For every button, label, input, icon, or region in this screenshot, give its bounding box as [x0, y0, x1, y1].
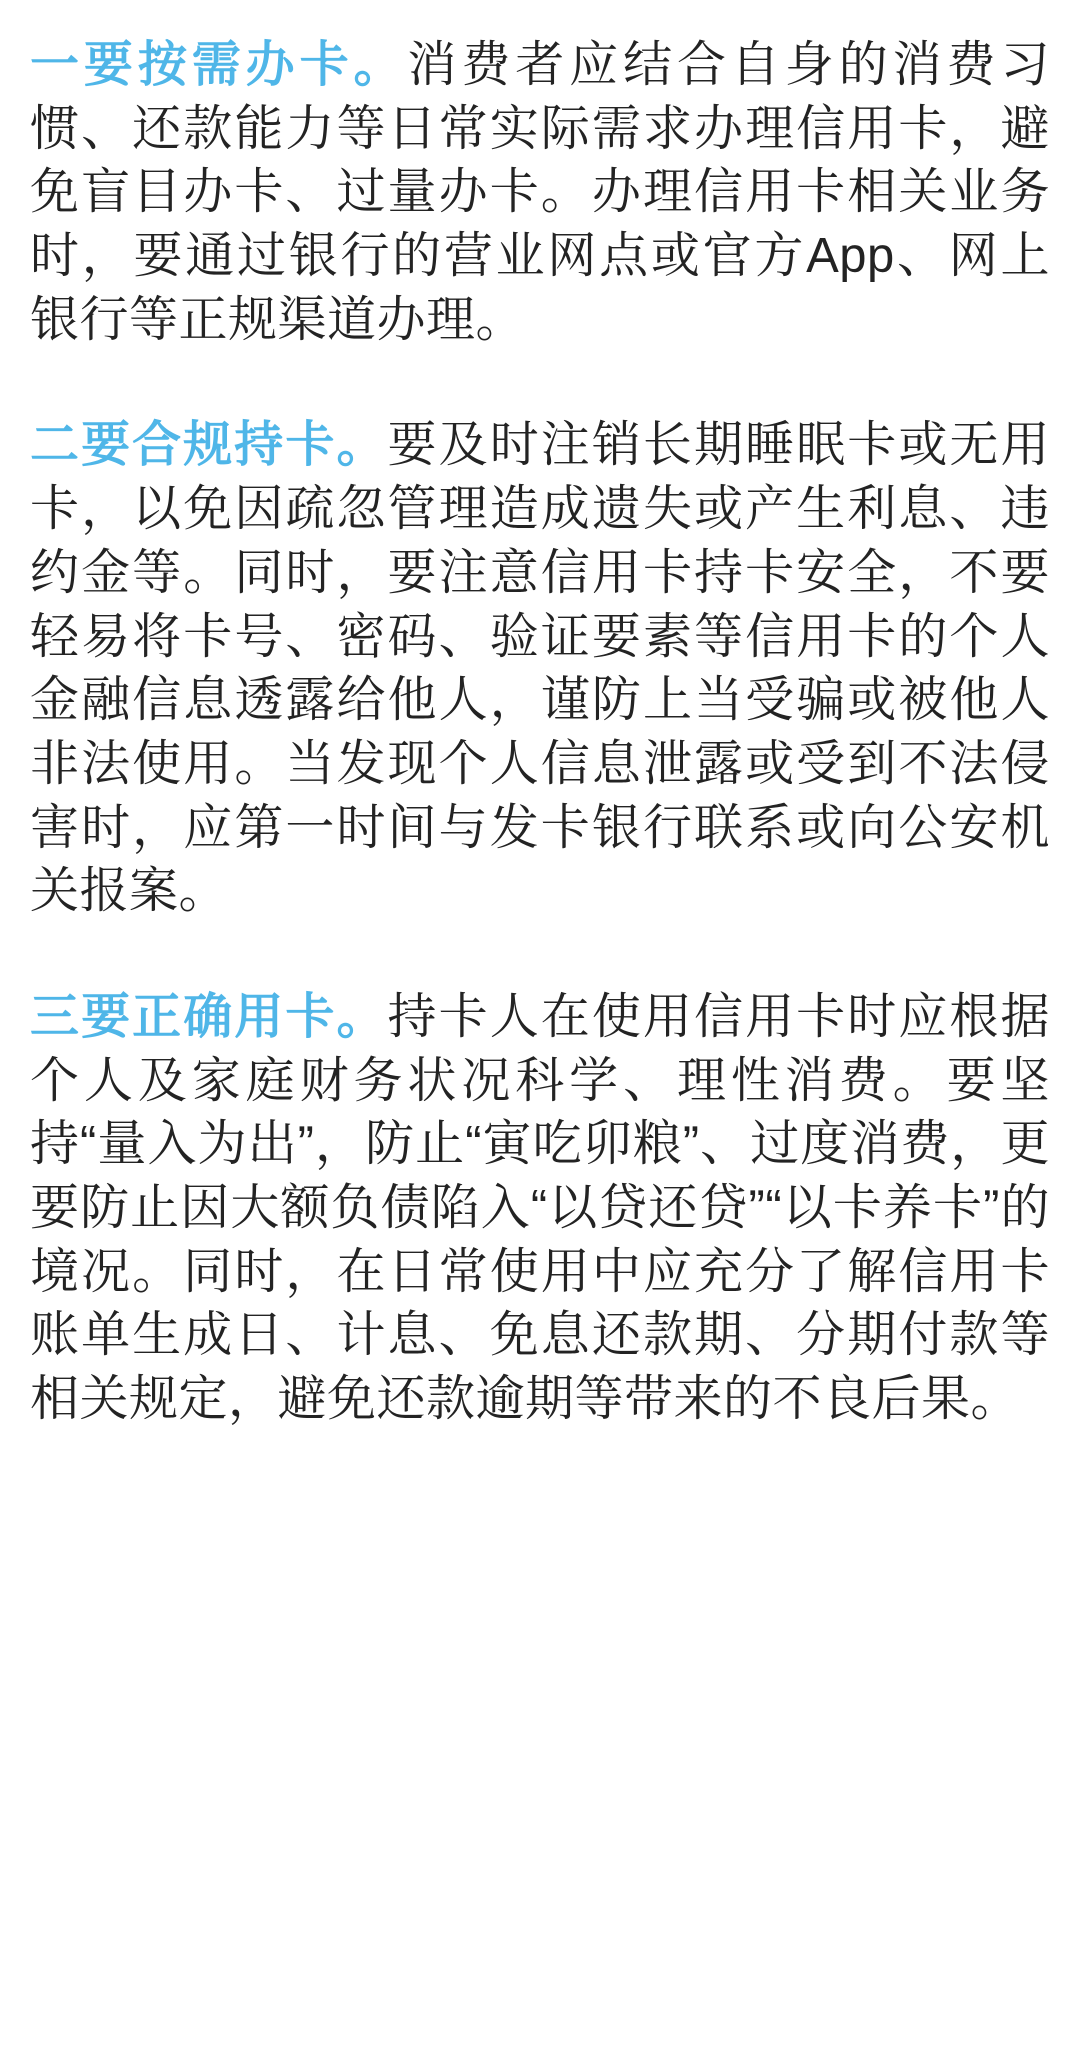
- paragraph-1-text: 消费者应结合自身的消费习惯、还款能力等日常实际需求办理信用卡，避免盲目办卡、过量办卡。办理信用卡相关业务时，要通过银行的营业网点或官方App、网上银行等正规渠道办理。: [30, 38, 1050, 347]
- paragraph-2: [30, 414, 1050, 924]
- paragraph-2-lead: 二要合规持卡。: [30, 418, 388, 473]
- paragraph-1-lead: 一要按需办卡。: [30, 38, 408, 92]
- paragraph-3-text: 持卡人在使用信用卡时应根据个人及家庭财务状况科学、理性消费。要坚持“量入为出”，防止“寅吃卯粮”、过度消费，更要防止因大额负债陷入“以贷还贷”“以卡养卡”的境况。同时，在日常使用中应充分了解信用卡账单生成日、计息、免息还款期、分期付款等相关规定，避免还款逾期等带来的不良后果。: [30, 989, 1050, 1427]
- paragraph-2-text: 要及时注销长期睡眠卡或无用卡，以免因疏忽管理造成遗失或产生利息、违约金等。同时，要注意信用卡持卡安全，不要轻易将卡号、密码、验证要素等信用卡的个人金融信息透露给他人，谨防上当受骗或被他人非法使用。当发现个人信息泄露或受到不法侵害时，应第一时间与发卡银行联系或向公安机关报案。: [30, 418, 1050, 919]
- paragraph-3-lead: 三要正确用卡。: [30, 989, 388, 1044]
- paragraph-1: [30, 34, 1050, 352]
- paragraph-3: [30, 986, 1050, 1432]
